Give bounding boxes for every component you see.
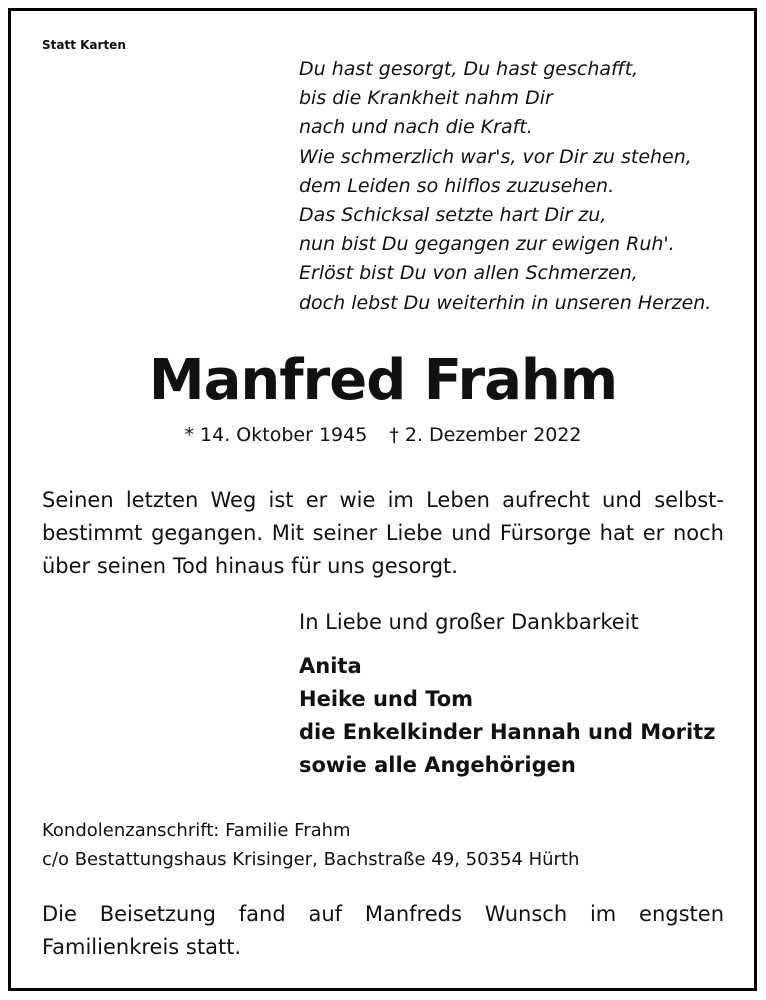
condolence-line: c/o Bestattungshaus Krisinger, Bachstraße 49, 50354 Hürth [42, 849, 580, 870]
poem-line: nach und nach die Kraft. [299, 116, 533, 139]
death-date: † 2. Dezember 2022 [389, 424, 582, 446]
burial-notice [42, 898, 724, 964]
poem-line: bis die Krankheit nahm Dir [299, 87, 553, 110]
mourner: Anita [299, 654, 362, 678]
tribute-line: bestimmt gegangen. Mit seiner Liebe und Fürsorge hat er noch [42, 521, 724, 545]
deceased-name: Manfred Frahm [148, 348, 618, 413]
poem-line: doch lebst Du weiterhin in unseren Herzen. [299, 291, 712, 314]
burial-line: Familienkreis statt. [42, 935, 242, 959]
poem-line: nun bist Du gegangen zur ewigen Ruh'. [299, 233, 675, 256]
poem-line: Du hast gesorgt, Du hast geschafft, [299, 58, 639, 80]
mourners-list [299, 650, 715, 782]
poem-line: Das Schicksal setzte hart Dir zu, [299, 204, 607, 227]
mourner: sowie alle Angehörigen [299, 753, 576, 777]
poem-line: Erlöst bist Du von allen Schmerzen, [299, 262, 638, 285]
mourner: Heike und Tom [299, 687, 474, 711]
birth-date: * 14. Oktober 1945 [184, 424, 368, 446]
burial-line: Die Beisetzung fand auf Manfreds Wunsch im engsten [42, 902, 724, 926]
tribute-line: über seinen Tod hinaus für uns gesorgt. [42, 554, 458, 578]
tribute-text [42, 484, 724, 583]
poem-line: dem Leiden so hilflos zuzusehen. [299, 174, 615, 197]
condolence-line: Kondolenzanschrift: Familie Frahm [42, 820, 351, 841]
signature-intro: In Liebe und großer Dankbarkeit [299, 610, 639, 634]
poem [299, 55, 711, 318]
poem-line: Wie schmerzlich war's, vor Dir zu stehen, [299, 145, 692, 168]
statt-karten-label: Statt Karten [42, 38, 126, 52]
condolence-address [42, 816, 579, 874]
mourner: die Enkelkinder Hannah und Moritz [299, 720, 716, 744]
tribute-line: Seinen letzten Weg ist er wie im Leben aufrecht und selbst- [42, 488, 724, 512]
life-dates [0, 424, 766, 446]
